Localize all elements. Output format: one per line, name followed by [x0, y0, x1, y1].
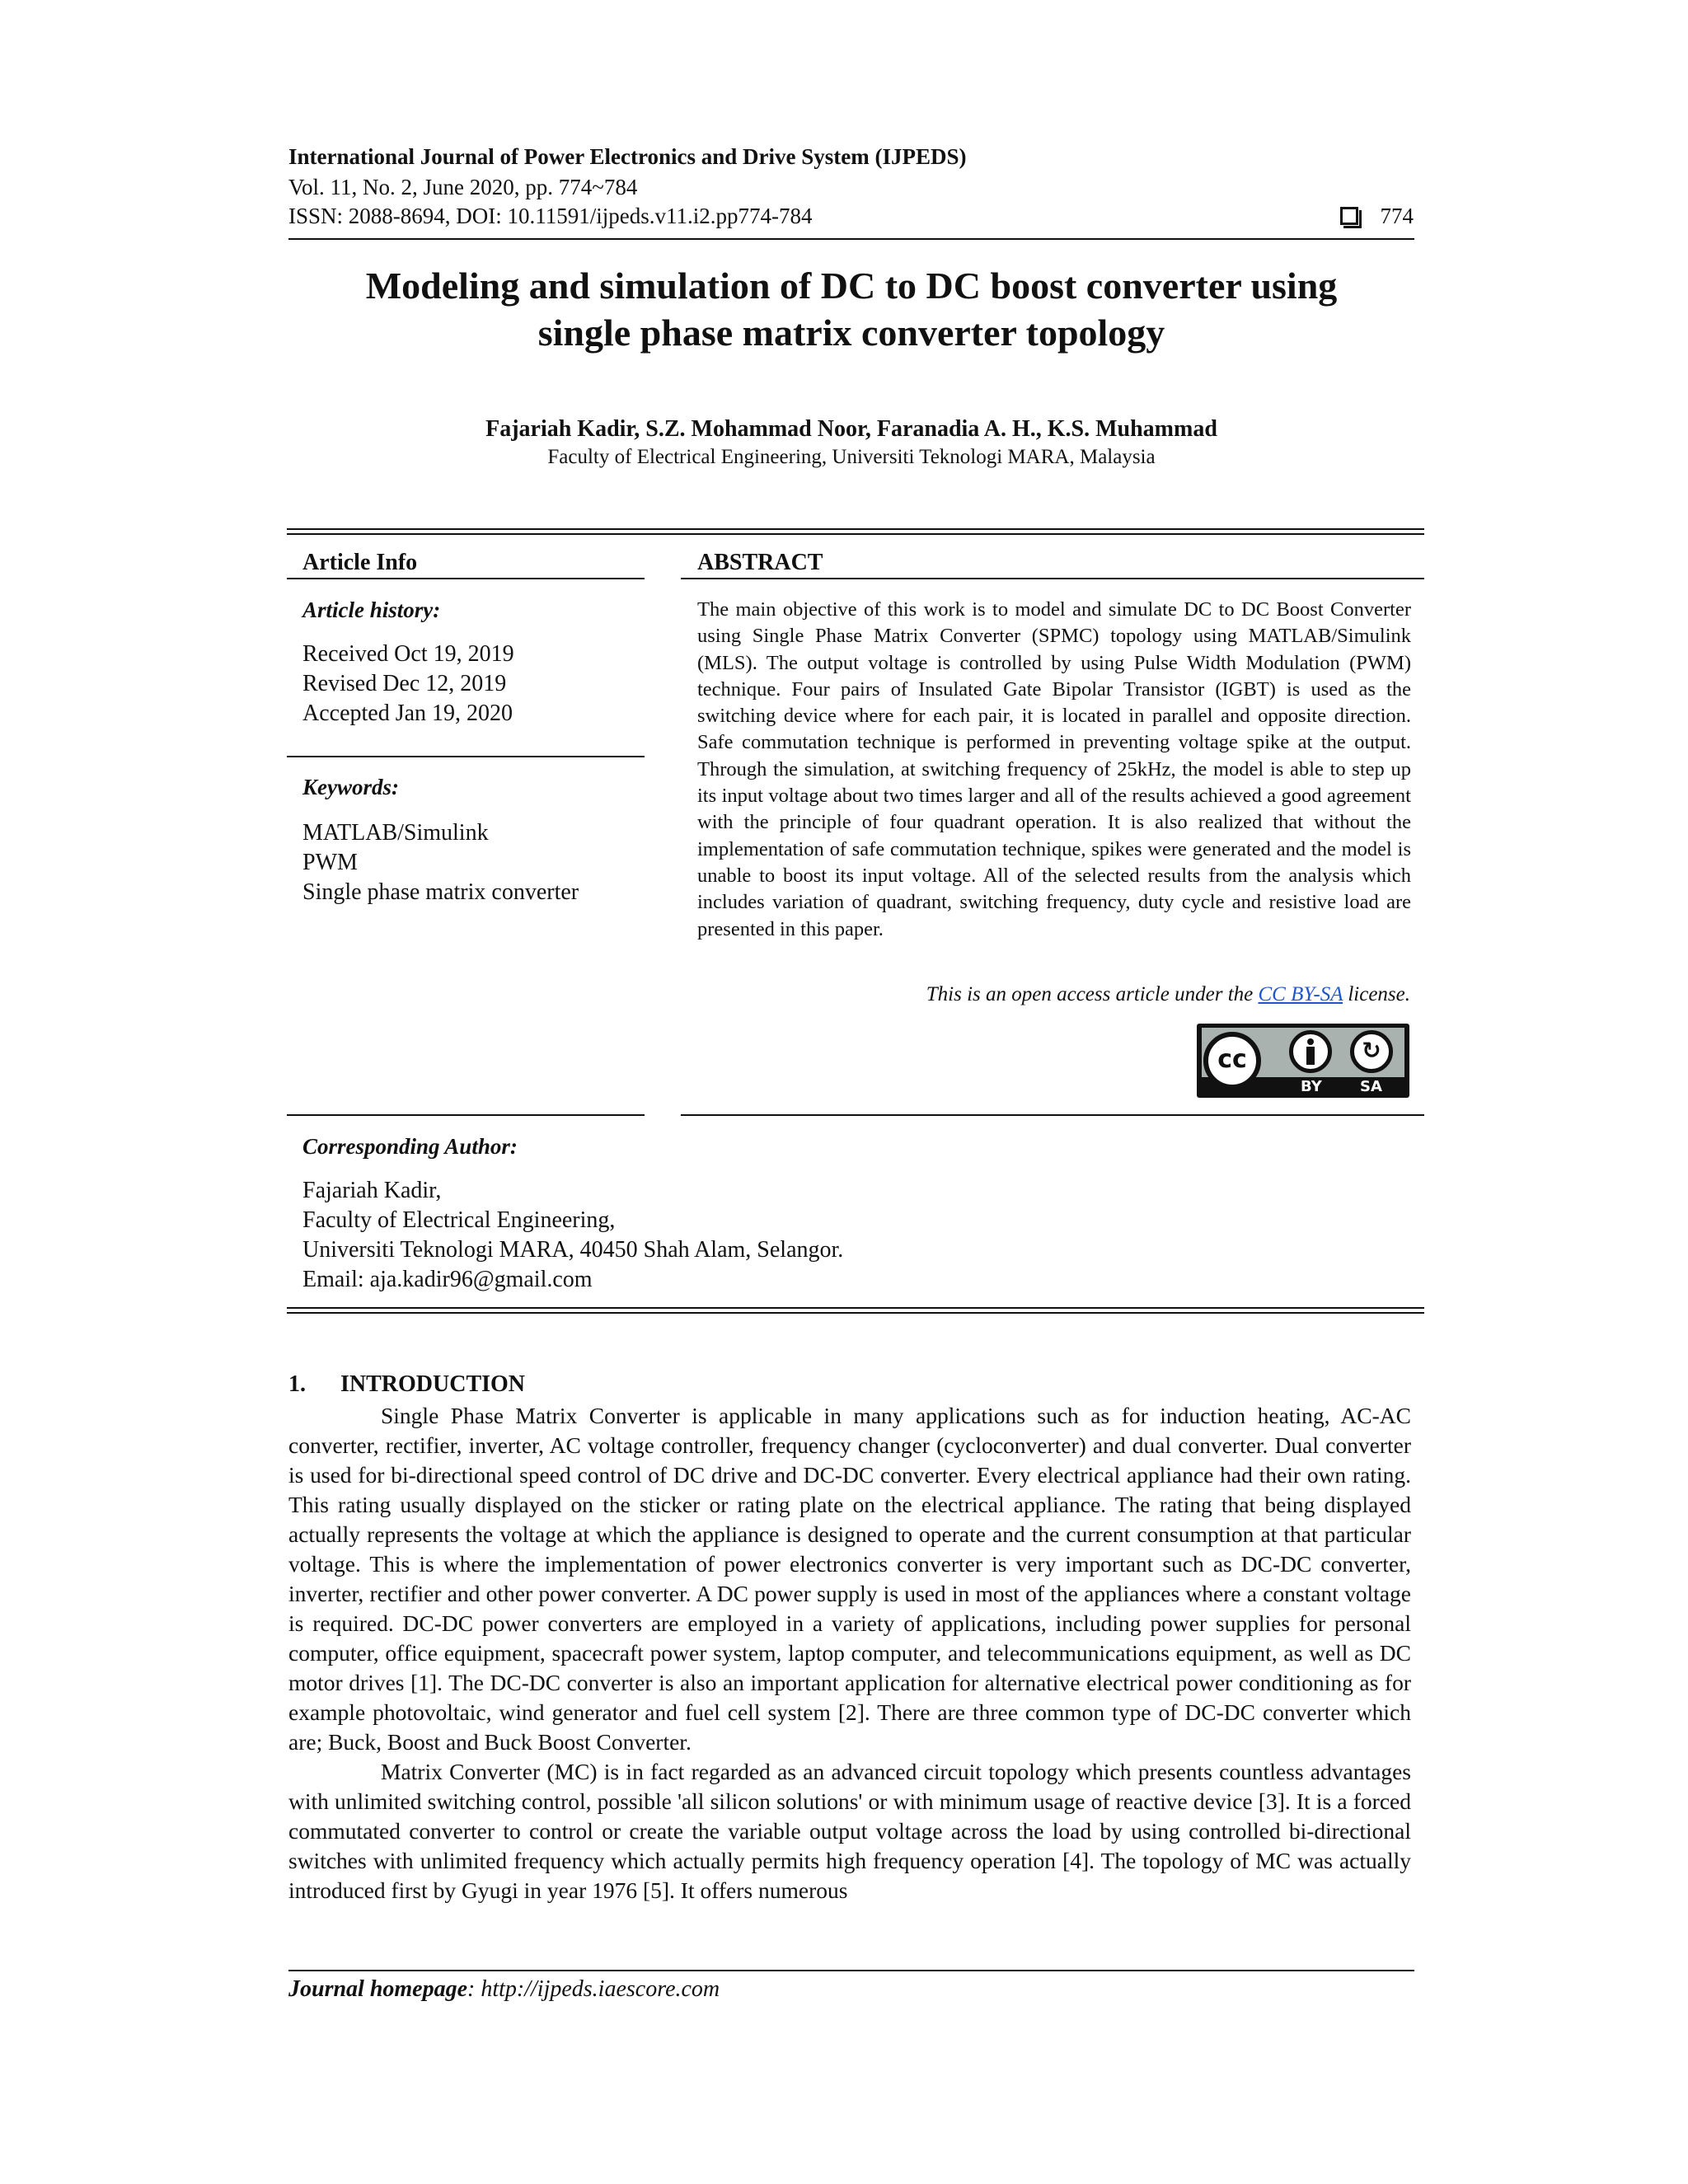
article-history-list — [302, 640, 514, 729]
issn-line: ISSN: 2088-8694, DOI: 10.11591/ijpeds.v11.i2.pp774-784 — [288, 204, 813, 228]
history-accepted: Accepted Jan 19, 2020 — [302, 701, 513, 726]
cc-by-sa-badge[interactable] — [1197, 1024, 1409, 1098]
license-suffix: license. — [1343, 983, 1410, 1005]
abstract-rule — [681, 578, 1424, 579]
introduction-heading: 1. INTRODUCTION — [288, 1371, 526, 1397]
history-revised: Revised Dec 12, 2019 — [302, 671, 507, 696]
license-link[interactable]: CC BY-SA — [1258, 983, 1343, 1005]
article-info-heading: Article Info — [302, 550, 418, 575]
abstract-text: The main objective of this work is to model and simulate DC to DC Boost Converter using Single Phase Matrix Converter (SPMC) topology using MATLAB/Simulink (MLS). The output voltage is controlled by using Pulse Width Modulation (PWM) technique. Four pairs of Insulated Gate Bipolar Transistor (IGBT) is used as the switching device where for each pair, it is located in parallel and opposite direction. Safe commutation technique is performed in preventing voltage spike at the output. Through the simulation, at switching frequency of 25kHz, the model is able to step up its input voltage about two times larger and all of the results achieved a good agreement with the principle of four quadrant operation. It is also realized that without the implementation of safe commutation technique, spikes were generated and the model is unable to boost its input voltage. All of the selected results from the analysis which includes variation of quadrant, switching frequency, duty cycle and resistive load are presented in this paper. — [697, 598, 1411, 940]
attribution-person-icon — [1289, 1030, 1332, 1073]
corresponding-name: Fajariah Kadir, — [302, 1178, 442, 1203]
homepage-label: Journal homepage — [288, 1976, 468, 2002]
infobox-top-rule-2 — [287, 533, 1424, 535]
article-info-rule — [287, 578, 645, 579]
page-number: 774 — [1380, 204, 1414, 228]
affiliation: Faculty of Electrical Engineering, Universiti Teknologi MARA, Malaysia — [547, 446, 1156, 468]
introduction-body — [288, 1401, 1411, 1905]
paper-title-line1: Modeling and simulation of DC to DC boost converter using — [365, 265, 1338, 307]
homepage-url[interactable]: : http://ijpeds.iaescore.com — [467, 1976, 720, 2002]
paper-title-line2: single phase matrix converter topology — [537, 312, 1165, 354]
cc-by-label: BY — [1301, 1078, 1322, 1095]
authors: Fajariah Kadir, S.Z. Mohammad Noor, Faranadia A. H., K.S. Muhammad — [485, 416, 1217, 442]
history-received: Received Oct 19, 2019 — [302, 641, 514, 667]
infobox-top-rule-1 — [287, 528, 1424, 530]
page-square-icon — [1340, 207, 1358, 225]
infobox-bottom-rule-2 — [287, 1312, 1424, 1314]
paper-title — [288, 262, 1414, 356]
cc-logo-icon: cc — [1203, 1032, 1261, 1090]
header-rule — [288, 238, 1414, 240]
keyword-item: PWM — [302, 850, 358, 875]
abstract-bottom-rule — [681, 1114, 1424, 1116]
license-prefix: This is an open access article under the — [926, 983, 1259, 1005]
corresponding-email[interactable]: Email: aja.kadir96@gmail.com — [302, 1267, 593, 1292]
corresponding-details — [302, 1176, 843, 1295]
corresponding-faculty: Faculty of Electrical Engineering, — [302, 1207, 616, 1233]
article-history-label: Article history: — [302, 598, 441, 622]
infobox-bottom-rule-1 — [287, 1307, 1424, 1309]
keyword-item: Single phase matrix converter — [302, 879, 579, 905]
volume-line: Vol. 11, No. 2, June 2020, pp. 774~784 — [288, 175, 638, 199]
introduction-paragraph: Matrix Converter (MC) is in fact regarded as an advanced circuit topology which presents countless advantages with unlimited switching control, possible 'all silicon solutions' or with minimum usage of reactive device [3]. It is a forced commutated converter to control or create the variable output voltage across the load by using controlled bi-directional switches with unlimited frequency which actually permits high frequency operation [4]. The topology of MC was actually introduced first by Gyugi in year 1976 [5]. It offers numerous — [288, 1759, 1411, 1903]
journal-title: International Journal of Power Electronics and Drive System (IJPEDS) — [288, 144, 967, 169]
footer-rule — [288, 1970, 1414, 1971]
abstract-heading: ABSTRACT — [697, 550, 823, 575]
journal-homepage — [288, 1976, 720, 2003]
keywords-list — [302, 818, 579, 907]
corresponding-address: Universiti Teknologi MARA, 40450 Shah Alam, Selangor. — [302, 1237, 844, 1263]
keywords-label: Keywords: — [302, 775, 399, 799]
share-alike-icon: ↻ — [1350, 1030, 1393, 1073]
keywords-bottom-rule — [287, 1114, 645, 1116]
history-rule — [287, 756, 645, 757]
keyword-item: MATLAB/Simulink — [302, 820, 489, 846]
cc-sa-label: SA — [1360, 1078, 1382, 1095]
corresponding-label: Corresponding Author: — [302, 1134, 518, 1159]
open-access-note — [926, 983, 1410, 1006]
introduction-paragraph: Single Phase Matrix Converter is applicable in many applications such as for induction heating, AC-AC converter, rectifier, inverter, AC voltage controller, frequency changer (cycloconverter) and dual converter. Dual converter is used for bi-directional speed control of DC drive and DC-DC converter. Every electrical appliance had their own rating. This rating usually displayed on the sticker or rating plate on the electrical appliance. The rating that being displayed actually represents the voltage at which the appliance is designed to operate and the current consumption at that particular voltage. This is where the implementation of power electronics converter is very important such as DC-DC converter, inverter, rectifier and other power converter. A DC power supply is used in most of the appliances where a constant voltage is required. DC-DC power converters are employed in a variety of applications, including power supplies for personal computer, office equipment, spacecraft power system, laptop computer, and telecommunications equipment, as well as DC motor drives [1]. The DC-DC converter is also an important application for alternative electrical power conditioning as for example photovoltaic, wind generator and fuel cell system [2]. There are three common type of DC-DC converter which are; Buck, Boost and Buck Boost Converter. — [288, 1403, 1411, 1755]
